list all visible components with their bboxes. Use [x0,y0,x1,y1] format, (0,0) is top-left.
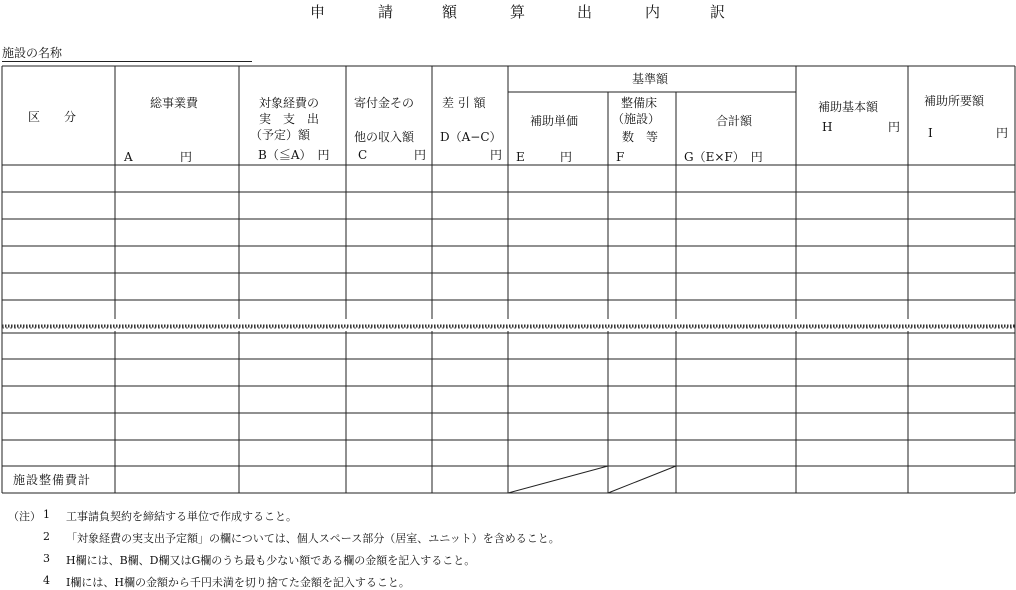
header-total-yen: 円 [180,150,193,164]
title-char: 内 [645,3,661,21]
diagonal-line [608,466,676,493]
title-char: 額 [442,3,458,21]
header-beds-f: F [616,150,625,164]
note-text: 「対象経費の実支出予定額」の欄については、個人スペース部分（居室、ユニット）を含めること。 [66,532,560,545]
header-beds-1: 整備床 [621,96,658,110]
notes-prefix: （注） [8,510,41,523]
header-sum-g: G（E×F） 円 [684,150,763,164]
header-required-i: I [928,126,933,140]
header-basic-h: H [822,120,833,134]
note-text: 工事請負契約を締結する単位で作成すること。 [66,510,297,523]
title-char: 請 [378,3,394,21]
title-char: 申 [310,3,326,21]
header-beds-2: （施設） [612,112,661,126]
header-diff-yen: 円 [490,148,503,162]
note-text: H欄には、B欄、D欄又はG欄のうち最も少ない額である欄の金額を記入すること。 [66,554,476,567]
diagonal-line [508,466,608,493]
header-unit-price: 補助単価 [530,114,579,128]
header-diff-2: D（A−C） [440,130,502,144]
header-required-yen: 円 [996,126,1009,140]
header-basic-yen: 円 [888,120,901,134]
note-number: 4 [43,574,50,587]
header-target-1: 対象経費の [259,96,320,110]
title-char: 算 [510,3,526,21]
header-unit-price-e: E [516,150,525,164]
header-target-2: 実 支 出 [259,112,320,126]
note-number: 1 [43,508,50,521]
note-text: I欄には、H欄の金額から千円未満を切り捨てた金額を記入すること。 [66,576,410,589]
header-basic: 補助基本額 [818,100,879,114]
note-number: 3 [43,552,50,565]
header-beds-3: 数 等 [622,130,659,144]
total-row-label: 施設整備費計 [13,473,92,487]
header-donation-1: 寄付金その [354,96,415,110]
header-donation-c: C [358,148,368,162]
table-grid [2,66,1015,493]
header-standard: 基準額 [632,72,669,86]
table-break-line [2,319,1015,331]
header-total: 総事業費 [150,96,199,110]
header-unit-price-yen: 円 [560,150,573,164]
header-donation-yen: 円 [414,148,427,162]
header-target-4: B（≦A） 円 [258,148,330,162]
header-required: 補助所要額 [924,94,985,108]
title-char: 出 [577,3,593,21]
header-diff-1: 差 引 額 [442,96,486,110]
header-target-3: （予定）額 [250,128,311,142]
note-number: 2 [43,530,50,543]
header-sum: 合計額 [716,114,753,128]
header-kubun: 区 分 [28,110,77,124]
header-total-a: A [124,150,133,164]
title-char: 訳 [710,3,726,21]
facility-name-label: 施設の名称 [2,46,63,60]
header-donation-2: 他の収入額 [354,130,415,144]
